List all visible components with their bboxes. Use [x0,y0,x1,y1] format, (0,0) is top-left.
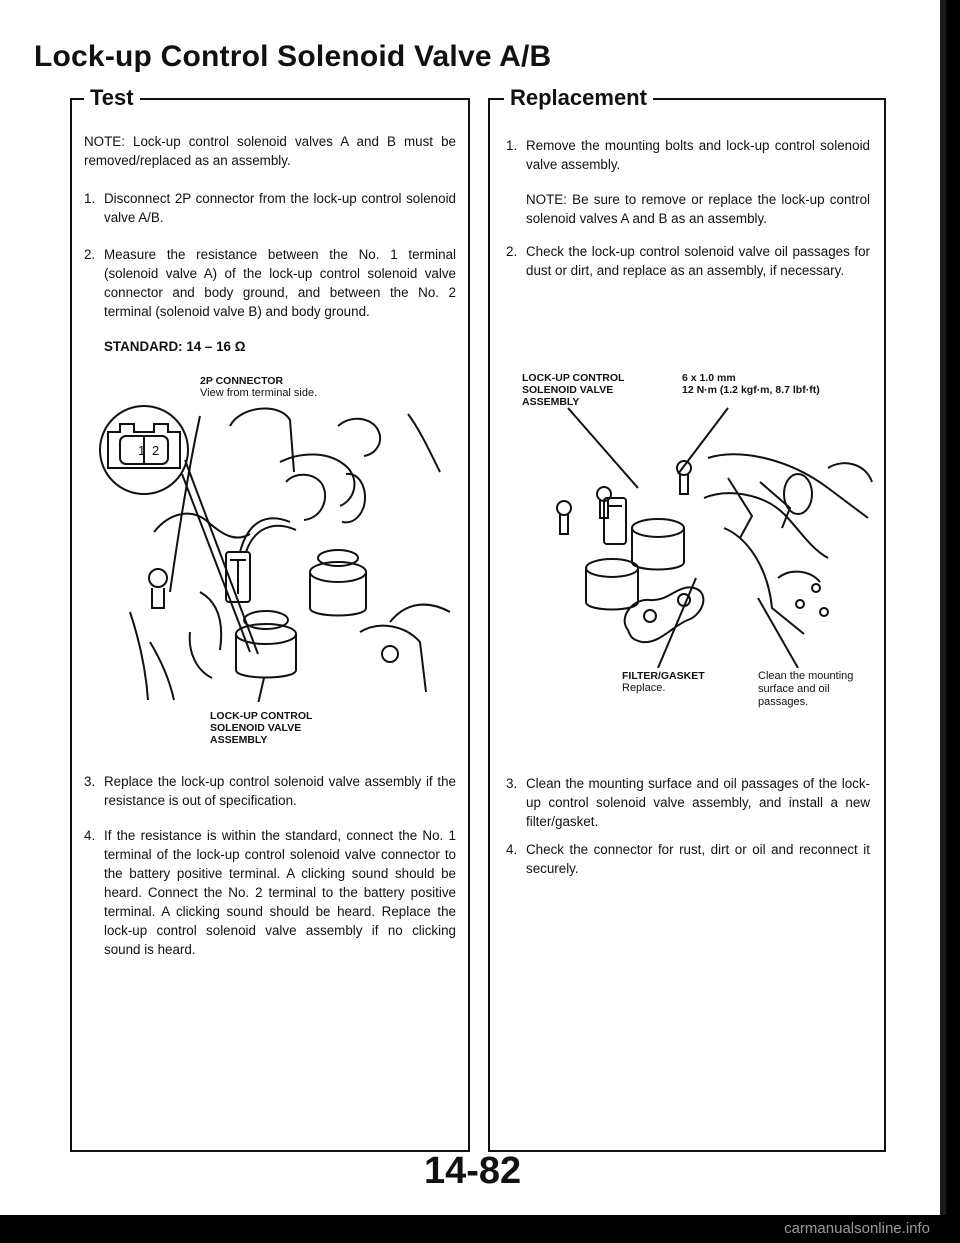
replacement-step-2-number: 2. [506,244,518,259]
torque-spec: 12 N·m (1.2 kgf·m, 8.7 lbf·ft) [682,384,820,396]
test-step-4-text: If the resistance is within the standard, connect the No. 1 terminal of the lock-up control solenoid valve connector to the battery positive terminal. A clicking sound should be heard. Connect the No. 2 terminal to the battery positive terminal. A clicking sound should be heard. Replace the lock-up control solenoid valve assembly if no clicking sound is heard. [104,828,456,957]
terminal-2-marker: 2 [152,443,160,458]
test-assembly-label: LOCK-UP CONTROL SOLENOID VALVE ASSEMBLY [210,710,313,746]
test-note: NOTE: Lock-up control solenoid valves A and B must be removed/replaced as an assembly. [84,134,456,168]
clean-surface-label: Clean the mounting surface and oil passages. [758,670,854,708]
filter-gasket-label: FILTER/GASKET [622,670,705,682]
solenoid-test-diagram [90,402,460,702]
test-step-2-text: Measure the resistance between the No. 1 terminal (solenoid valve A) of the lock-up control solenoid valve connector and body ground, and between the No. 2 terminal (solenoid valve B) and body ground. [104,247,456,319]
test-step-2-number: 2. [84,247,96,262]
test-step-1-text: Disconnect 2P connector from the lock-up control solenoid valve A/B. [104,191,456,225]
page-number: 14-82 [424,1150,522,1192]
watermark: carmanualsonline.info [784,1220,930,1237]
page-edge [946,0,960,1243]
filter-gasket-sublabel: Replace. [622,682,666,694]
replacement-heading: Replacement [504,86,653,110]
test-step-3-text: Replace the lock-up control solenoid valve assembly if the resistance is out of specification. [104,774,456,808]
replacement-step-1-text: Remove the mounting bolts and lock-up control solenoid valve assembly. [526,138,870,172]
replacement-step-4-number: 4. [506,842,518,857]
test-step-3-number: 3. [84,774,96,789]
connector-label: 2P CONNECTOR [200,375,284,387]
page-title: Lock-up Control Solenoid Valve A/B [34,40,552,73]
test-step-1-number: 1. [84,191,96,206]
test-heading: Test [84,86,140,110]
replacement-assembly-label: LOCK-UP CONTROL SOLENOID VALVE ASSEMBLY [522,372,625,408]
resistance-standard: STANDARD: 14 – 16 Ω [104,339,246,354]
replacement-note: NOTE: Be sure to remove or replace the lock-up control solenoid valves A and B as an assembly. [526,192,870,226]
solenoid-replacement-diagram [528,398,878,668]
bolt-spec: 6 x 1.0 mm [682,372,736,384]
test-section [70,86,470,1152]
replacement-section [488,86,886,1152]
replacement-step-4-text: Check the connector for rust, dirt or oil and reconnect it securely. [526,842,870,876]
replacement-step-2-text: Check the lock-up control solenoid valve oil passages for dust or dirt, and replace as an assembly, if necessary. [526,244,870,278]
replacement-step-3-number: 3. [506,776,518,791]
connector-sublabel: View from terminal side. [200,387,318,399]
replacement-step-1-number: 1. [506,138,518,153]
test-step-4-number: 4. [84,828,96,843]
replacement-step-3-text: Clean the mounting surface and oil passages of the lock-up control solenoid valve assembly, and install a new filter/gasket. [526,776,870,829]
terminal-1-marker: 1 [138,443,146,458]
